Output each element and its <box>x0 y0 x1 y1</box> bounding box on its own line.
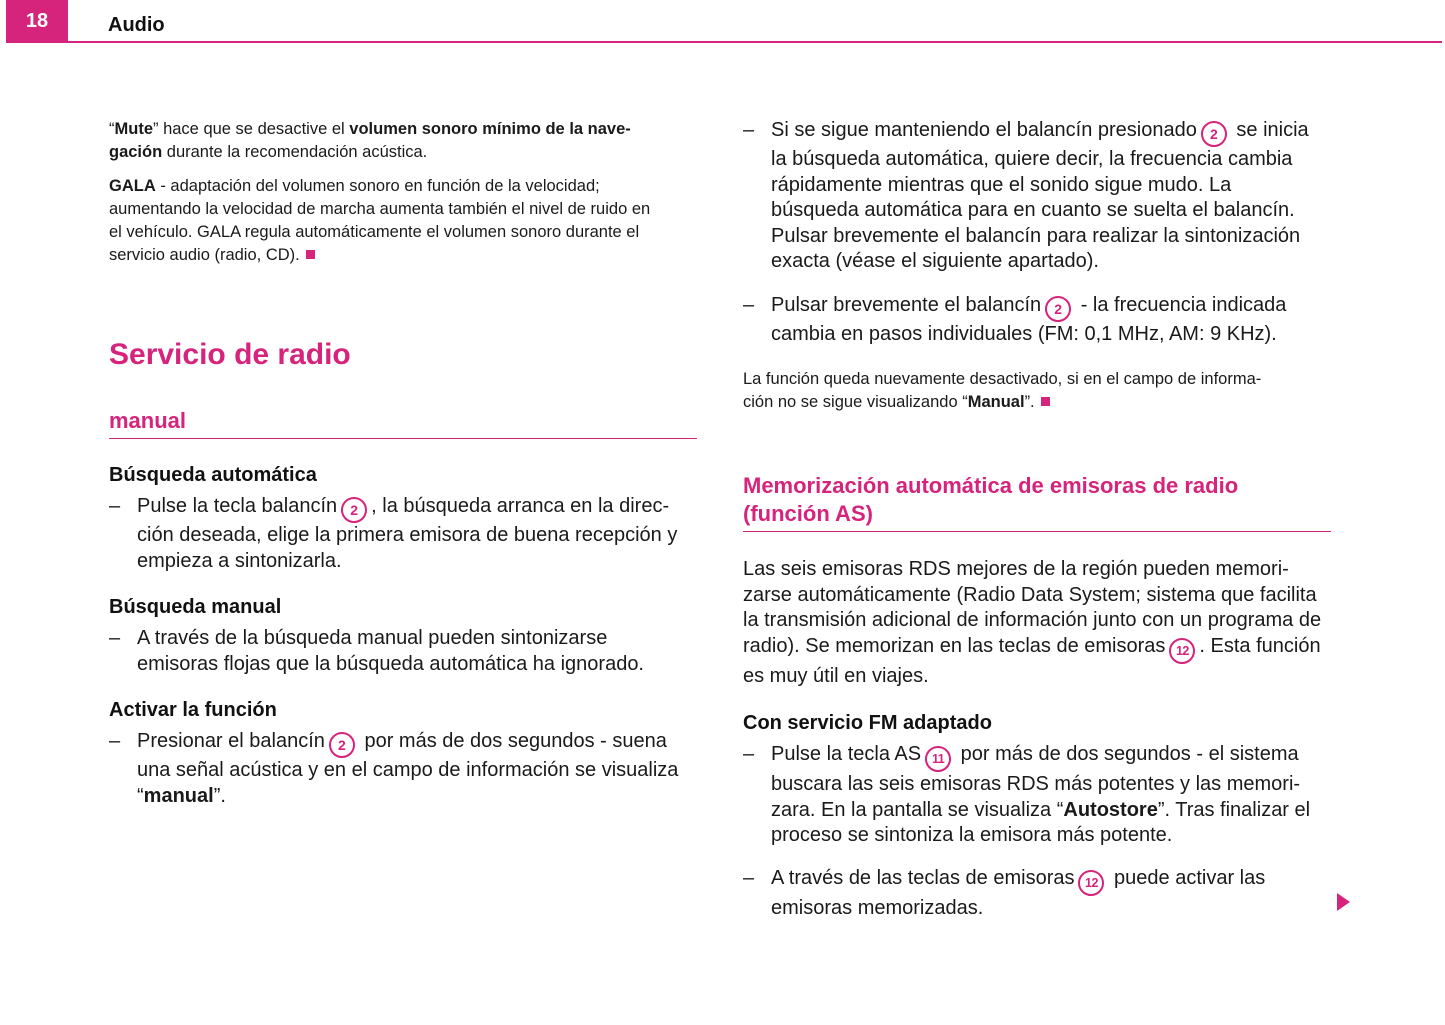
right-column <box>743 118 1331 921</box>
list-item: – A través de las teclas de emisoras 12 puede activar las emisoras memorizadas. <box>743 866 1266 919</box>
control-ref-icon: 12 <box>1078 870 1104 896</box>
list-item: – Pulsar brevemente el balancín 2 - la frecuencia indicada cambia en pasos individuales (FM: 0,1 MHz, AM: 9 KHz). <box>743 293 1287 345</box>
page-header <box>0 0 1445 44</box>
fm-service-title: Con servicio FM adaptado <box>743 712 992 734</box>
list-item: – Pulse la tecla AS 11 por más de dos segundos - el sistema buscara las seis emisoras RDS más potentes y las memori- zara. En la pantalla se visualiza “Autostore”. Tras finalizar el proceso se sintoniza la emisora más potente. <box>743 743 1311 846</box>
control-ref-icon: 2 <box>341 497 367 523</box>
end-square-icon <box>306 250 315 259</box>
list-item: – Si se sigue manteniendo el balancín presionado 2 se inicia la búsqueda automática, quiere decir, la frecuencia cambia rápidamente mientras que el sonido sigue mudo. La búsqueda automática para en cuanto se suelta el balancín. Pulsar brevemente el balancín para realizar la sintonización exacta (véase el siguiente apartado). <box>743 119 1309 272</box>
section-title: Audio <box>108 14 165 36</box>
intro-mute-paragraph: “Mute” hace que se desactive el volumen sonoro mínimo de la nave- gación durante la recomendación acústica. <box>109 120 631 161</box>
control-ref-icon: 2 <box>1201 121 1227 147</box>
list-item: – A través de la búsqueda manual pueden sintonizarse emisoras flojas que la búsqueda automática ha ignorado. <box>109 627 644 675</box>
section-heading: Servicio de radio <box>109 338 351 371</box>
as-function-heading: Memorización automática de emisoras de radio (función AS) <box>743 472 1331 532</box>
next-page-arrow-icon[interactable] <box>1337 893 1350 911</box>
left-column <box>109 118 697 809</box>
as-intro-paragraph: Las seis emisoras RDS mejores de la región pueden memori- zarse automáticamente (Radio Data System; sistema que facilita la transmisión adicional de información junto con un programa de radio). Se memorizan en las teclas de emisoras 12 . Esta función es muy útil en viajes. <box>743 558 1322 687</box>
manual-search-title: Búsqueda manual <box>109 596 282 618</box>
list-item: – Presionar el balancín 2 por más de dos segundos - suena una señal acústica y en el campo de información se visualiza “manual”. <box>109 730 679 807</box>
control-ref-icon: 2 <box>329 732 355 758</box>
header-rule <box>6 41 1442 43</box>
auto-search-title: Búsqueda automática <box>109 464 317 486</box>
list-item: – Pulse la tecla balancín 2 , la búsqueda arranca en la direc- ción deseada, elige la primera emisora de buena recepción y empieza a sintonizarla. <box>109 495 678 572</box>
control-ref-icon: 12 <box>1169 638 1195 664</box>
page-number: 18 <box>6 0 68 42</box>
activate-function-title: Activar la función <box>109 699 277 721</box>
intro-gala-paragraph: GALA - adaptación del volumen sonoro en función de la velocidad; aumentando la velocidad de marcha aumenta también el nivel de ruido en el vehículo. GALA regula automáticamente el volumen sonoro durante el servicio audio (radio, CD). <box>109 177 651 264</box>
subsection-heading: manual <box>109 407 697 439</box>
control-ref-icon: 2 <box>1045 296 1071 322</box>
note-paragraph: La función queda nuevamente desactivado, si en el campo de informa- ción no se sigue visualizando “Manual”. <box>743 370 1262 411</box>
control-ref-icon: 11 <box>925 746 951 772</box>
end-square-icon <box>1041 397 1050 406</box>
